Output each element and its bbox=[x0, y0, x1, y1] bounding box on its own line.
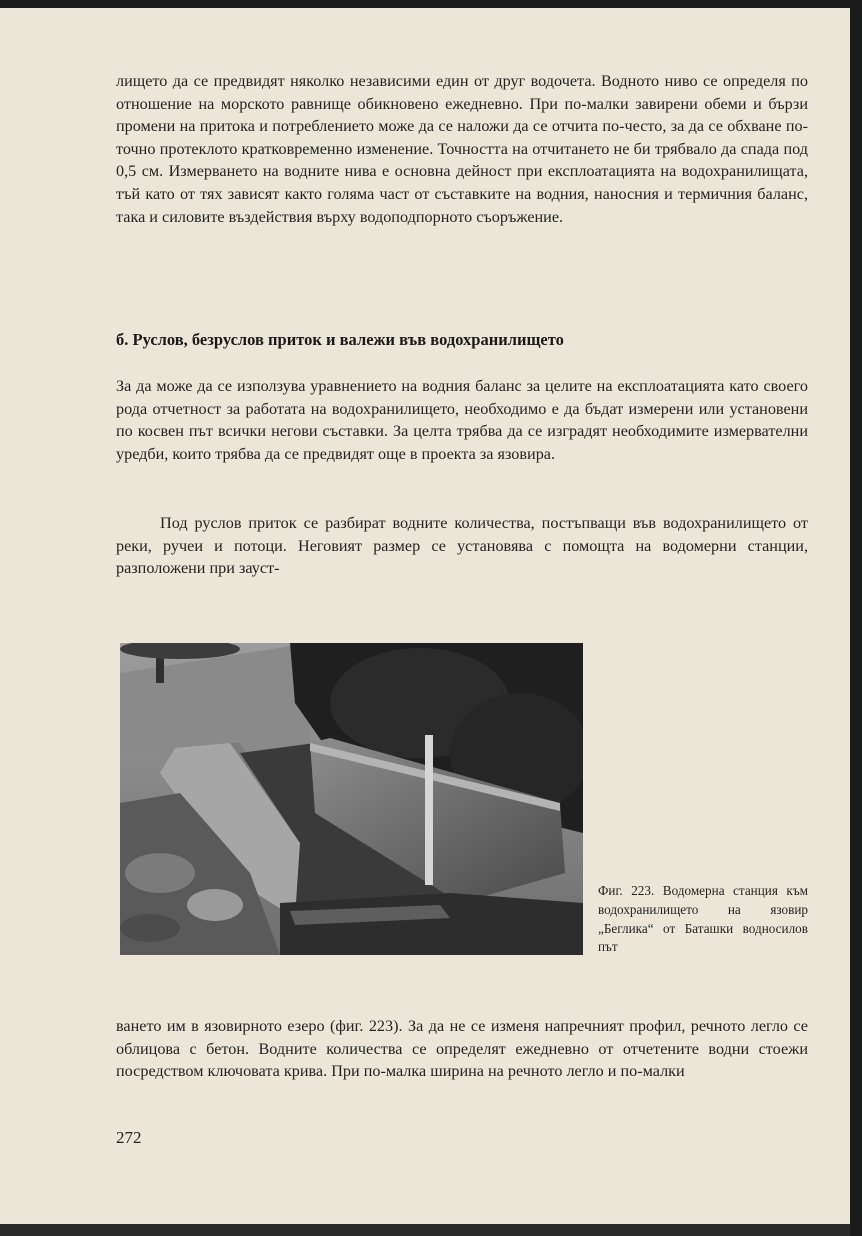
paragraph-2: Под руслов приток се разбират водните количества, постъпващи във водохранилището от реки, ручеи и потоци. Неговият размер се установява с помощта на водомерни станции, разположени при зауст- bbox=[116, 514, 808, 578]
paragraph-bottom: ването им в язовирното езеро (фиг. 223). За да не се изменя напречният профил, речното легло се облицова с бетон. Водните количества се определят ежедневно от отчетените водни стоежи посредством ключовата крива. При по-малка ширина на речното легло и по-малки bbox=[116, 1017, 808, 1081]
paragraph-top: лището да се предвидят няколко независими един от друг водочета. Водното ниво се определя по отношение на морското равнище обикновено ежедневно. При по-малки завирени обеми и бързи промени на притока и потреблението може да се наложи да се отчита по-често, за да се обхване по-точно протеклото кратковременно изменение. Точността на отчитането не би трябвало да спада под 0,5 см. Измерването на водните нива е основна дейност при експлоатацията на водохранилищата, тъй като от тях зависят както голяма част от съставките на водния, наносния и термичния баланс, така и силовите въздействия върху водоподпорното съоръжение. bbox=[116, 72, 808, 226]
scan-top-edge bbox=[0, 0, 862, 8]
section-heading: б. Руслов, безруслов приток и валежи във водохранилището bbox=[116, 330, 564, 349]
figure-caption: Фиг. 223. Водомерна станция към водохранилището на язовир „Беглика“ от Баташки водносилов път bbox=[598, 883, 808, 955]
scan-right-edge bbox=[850, 0, 862, 1236]
paragraph-1: За да може да се използува уравнението на водния баланс за целите на експлоатацията като своего рода отчетност за работата на водохранилището, необходимо е да бъдат измерени или установени по косвен път всички негови съставки. За целта трябва да се изградят необходимите измервателни уредби, които трябва да се предвидят още в проекта за язовира. bbox=[116, 377, 808, 463]
gauging-station-photo bbox=[120, 643, 583, 955]
page-number: 272 bbox=[116, 1128, 142, 1147]
